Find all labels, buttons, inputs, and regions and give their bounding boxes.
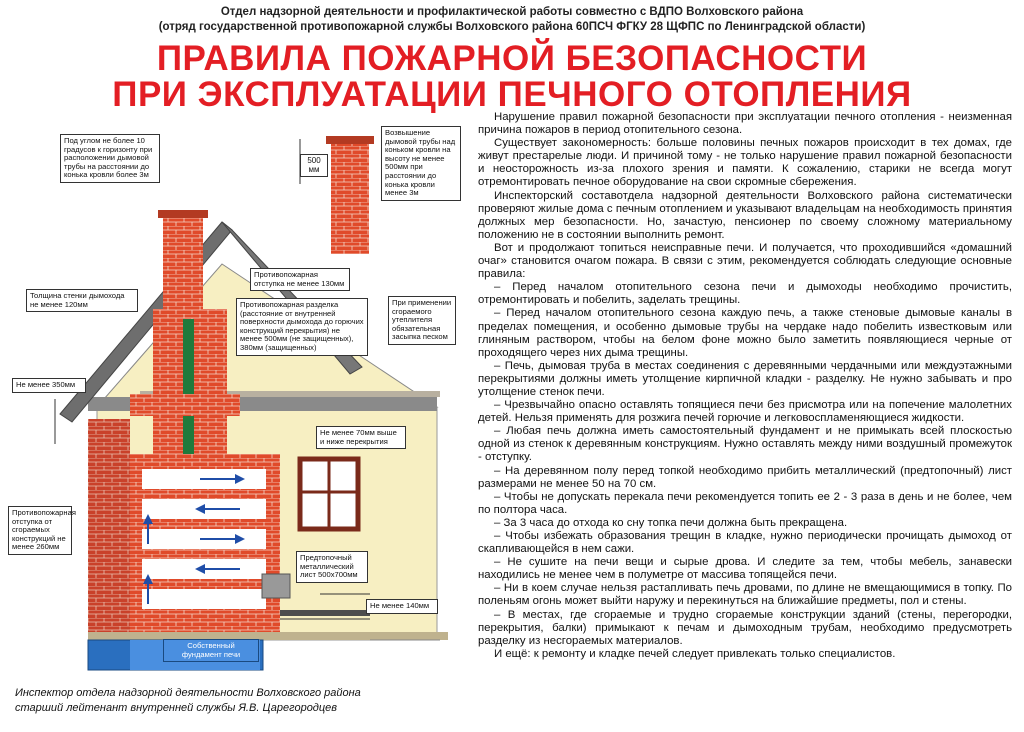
callout-above-below-70: Не менее 70мм выше и ниже перекрытия <box>316 426 406 449</box>
page-title-line-2: ПРИ ЭКСПЛУАТАЦИИ ПЕЧНОГО ОТОПЛЕНИЯ <box>112 75 912 114</box>
callout-gap-130: Противопожарная отступка не менее 130мм <box>250 268 350 291</box>
floor <box>88 632 448 640</box>
callout-insulation: При применении сгораемого утеплителя обязательная засыпка песком <box>388 296 456 345</box>
signature-line-1: Инспектор отдела надзорной деятельности Волховского района <box>15 687 361 699</box>
callout-gap-260: Противопожарная отступка от сгораемых конструкций не менее 260мм <box>8 506 72 555</box>
article-paragraph: – Чрезвычайно опасно оставлять топящиеся печи без присмотра или на попечение малолетних детей. Нельзя применять для розжига печей горючие и легковоспламеняющиеся жидкости. <box>478 399 1012 425</box>
article-paragraph: Вот и продолжают топиться неисправные печи. И получается, что проходившийся «домашний очаг» становится очагом пожара. В связи с этим, рекомендуется соблюдать следующие основные правила: <box>478 241 1012 281</box>
callout-partition: Противопожарная разделка (расстояние от внутренней поверхности дымохода до горючих конструкций перекрытия) не менее 500мм (не защищенных), 380мм (защищенных) <box>236 298 368 356</box>
callout-elevation: Возвышение дымовой трубы над коньком кровли на высоту не менее 500мм при расстоянии до конька кровли менее 3м <box>381 126 461 201</box>
stove-door <box>262 574 290 598</box>
stove-diagram <box>0 114 478 674</box>
pre-furnace-sheet <box>280 610 370 616</box>
article-paragraph: Инспекторский составотдела надзорной деятельности Волховского района систематически проверяют жилые дома с печным отоплением и указывают владельцам на необходимость принятия должных мер безопасности. Но, зачастую, пенсионер по своему сложному материальному положению не в состоянии выполнить ремонт. <box>478 189 1012 241</box>
article-paragraph: – За 3 часа до отхода ко сну топка печи должна быть прекращена. <box>494 516 848 529</box>
article-paragraph: – Перед началом отопительного сезона каждую печь, а также стеновые дымовые каналы в пределах помещения, и особенно дымовые трубы на чердаке надо побелить известковым или глиняным раствором, чтобы на белом фоне можно было заметить появляющиеся черные от проходящего через них дыма трещины. <box>478 307 1012 359</box>
left-wall-section <box>88 419 130 640</box>
callout-foundation: Собственный фундамент печи <box>163 639 259 662</box>
callout-not-less-350: Не менее 350мм <box>12 378 86 393</box>
inspector-signature <box>15 686 361 716</box>
article-paragraph: – Любая печь должна иметь самостоятельный фундамент и не примыкать всей плоскостью одной из стенок к деревянным конструкциям. Нужно оставлять между ними воздушный промежуток - отступку. <box>478 425 1012 464</box>
article-paragraph: – Ни в коем случае нельзя растапливать печь дровами, по длине не вмещающимися в топку. По поленьям огонь может выйти наружу и перекинуться на ближайшие предметы, пол и стены. <box>478 582 1012 608</box>
flue-channel <box>183 319 194 454</box>
callout-not-less-140: Не менее 140мм <box>366 599 438 614</box>
article-paragraph: – Печь, дымовая труба в местах соединения с деревянными чердачными или междуэтажными перекрытиями должны иметь утолщение кирпичной кладки - разделку. Не нужно забывать и про утолщение стенок печи. <box>478 359 1012 398</box>
article-paragraph: – Не сушите на печи вещи и сырые дрова. И следите за тем, чтобы мебель, занавески находились не менее чем в полуметре от массива топящейся печи. <box>478 556 1012 582</box>
article-paragraph: И ещё: к ремонту и кладке печей следует привлекать только специалистов. <box>494 647 896 660</box>
header-org-line: Отдел надзорной деятельности и профилактической работы совместно с ВДПО Волховского района <box>220 6 804 18</box>
article-paragraph: – На деревянном полу перед топкой необходимо прибить металлический (предтопочный) лист размерами не менее 50 на 70 см. <box>478 464 1012 490</box>
header-unit-line: (отряд государственной противопожарной службы Волховского района 60ПСЧ ФГКУ 28 ЩФПС по Ленинградской области) <box>158 21 866 33</box>
signature-line-2: старший лейтенант внутренней службы Я.В. Царегородцев <box>15 702 338 714</box>
page-title-line-1: ПРАВИЛА ПОЖАРНОЙ БЕЗОПАСНОСТИ <box>156 39 868 78</box>
article-paragraph: Существует закономерность: больше половины печных пожаров происходит в тех домах, где живут престарелые люди. И причиной тому - не только нарушение правил пожарной безопасности и неосторожность из-за плохого зрения и памяти. К сожалению, старики не всегда могут отремонтировать печное оборудование на свои скромные сбережения. <box>478 137 1012 189</box>
article-paragraph: Нарушение правил пожарной безопасности при эксплуатации печного отопления - неизменная причина пожаров в период отопительного сезона. <box>478 111 1012 137</box>
callout-sheet: Предтопочный металлический лист 500х700мм <box>296 551 368 583</box>
chimney-right <box>331 139 369 254</box>
article-paragraph: – Перед началом отопительного сезона печи и дымоходы необходимо прочистить, отремонтировать и побелить, заделать трещины. <box>478 281 1012 307</box>
article-paragraph: – В местах, где сгораемые и трудно сгораемые конструкции зданий (стены, перегородки, перекрытия, балки) примыкают к печам и дымоходным трубам, необходимо предусмотреть разделку из несгораемых материалов. <box>478 608 1012 647</box>
flue-partition <box>130 394 240 416</box>
article-body <box>478 111 1012 661</box>
callout-wall-120: Толщина стенки дымохода не менее 120мм <box>26 289 138 312</box>
article-paragraph: – Чтобы не допускать перекала печи рекомендуется топить ее 2 - 3 раза в день и не более, чем по полтора часа. <box>478 490 1012 516</box>
callout-angle: Под углом не более 10 градусов к горизонту при расположении дымовой трубы на расстоянии до конька кровли более 3м <box>60 134 160 183</box>
article-paragraph: – Чтобы избежать образования трещин в кладке, нужно периодически прочищать дымоход от скапливающейся в нем сажи. <box>478 530 1012 556</box>
callout-height-500: 500 мм <box>300 154 328 177</box>
